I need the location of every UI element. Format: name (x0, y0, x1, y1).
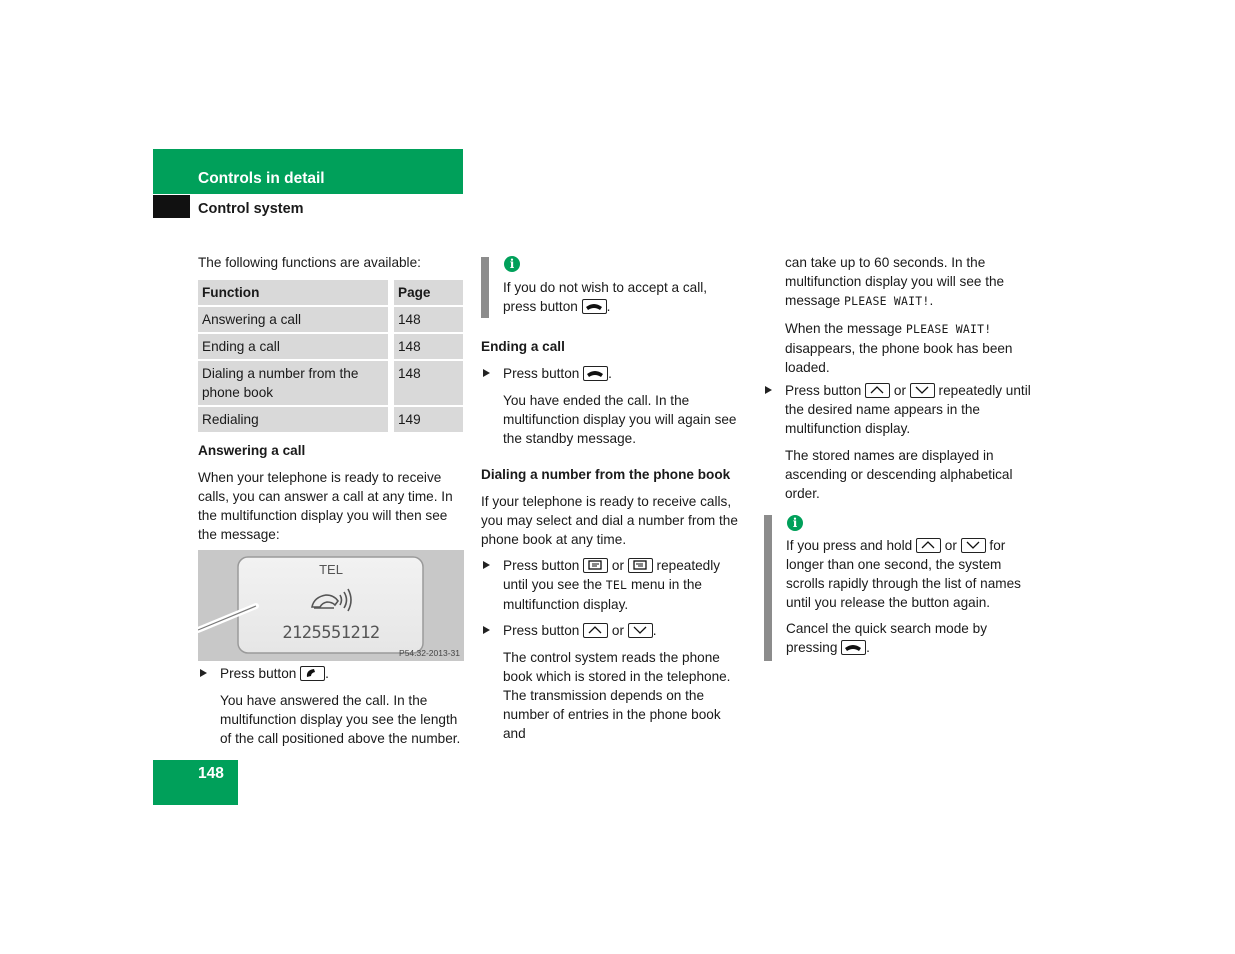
dialing-section (481, 465, 747, 743)
intro-text: The following functions are available: (198, 255, 421, 270)
continued-text: can take up to 60 seconds. In the multifunction display you will see the message PLEASE WAIT!. (785, 255, 1005, 308)
phone-end-icon (582, 299, 607, 314)
table-cell-page: 148 (394, 307, 463, 332)
scroll-up-icon (916, 538, 941, 553)
table-row (198, 407, 463, 432)
table-row (198, 334, 463, 359)
table-cell-function: Answering a call (198, 307, 394, 332)
stored-names-text: The stored names are displayed in ascending or descending alphabetical order. (785, 448, 1013, 501)
disappears-text: When the message PLEASE WAIT! disappears, the phone book has been loaded. (785, 321, 1013, 375)
subsection-title: Control system (198, 201, 304, 217)
ending-heading: Ending a call (481, 339, 565, 354)
multifunction-display-illustration (198, 550, 464, 661)
scroll-up-icon (583, 623, 608, 638)
dialing-text: If your telephone is ready to receive calls, you may select and dial a number from the phone book at any time. (481, 494, 738, 547)
cancel-text: Cancel the quick search mode by pressing . (786, 621, 987, 655)
phone-end-icon (583, 366, 608, 381)
scroll-names-step (763, 381, 1035, 503)
display-label: TEL (319, 562, 343, 577)
table-cell-page: 149 (394, 407, 463, 432)
display-number: 2125551212 (282, 623, 380, 643)
bullet-arrow-icon (483, 369, 490, 377)
scroll-up-icon (865, 383, 890, 398)
table-cell-function: Ending a call (198, 334, 394, 359)
info-bar (481, 257, 489, 318)
info-bar (764, 515, 772, 661)
tel-menu-label: TEL (605, 578, 628, 592)
scroll-down-icon (961, 538, 986, 553)
answered-text: You have answered the call. In the multifunction display you see the length of the call positioned above the number. (220, 693, 461, 746)
page-up-icon (583, 558, 608, 573)
quick-search-text: If you press and hold or for longer than one second, the system scrolls rapidly through the list of names until you release the button again. (786, 538, 1021, 610)
column-1 (198, 253, 464, 434)
info-icon: i (504, 256, 520, 272)
table-row (198, 307, 463, 332)
answer-instructions (198, 664, 464, 748)
please-wait-message-2: PLEASE WAIT! (905, 322, 992, 336)
table-cell-function: Dialing a number from the phone book (198, 361, 394, 405)
please-wait-message: PLEASE WAIT! (843, 294, 930, 308)
reads-text: The control system reads the phone book which is stored in the telephone. The transmission depends on the number of entries in the phone book and (503, 650, 731, 741)
scroll-step: Press button or repeatedly until the desired name appears in the multifunction display. (763, 381, 1035, 438)
section-title: Controls in detail (198, 170, 325, 187)
table-header-row (198, 280, 463, 305)
answer-step: Press button . (198, 664, 464, 683)
phone-answer-icon (300, 666, 325, 681)
page-number: 148 (198, 765, 224, 782)
table-cell-page: 148 (394, 334, 463, 359)
answering-text: When your telephone is ready to receive calls, you can answer a call at any time. In the multifunction display you will then see the message: (198, 470, 453, 542)
info-note-1: If you do not wish to accept a call, press button . (503, 280, 708, 314)
ending-section (481, 337, 747, 448)
subsection-marker (153, 195, 190, 218)
end-step: Press button . (481, 364, 747, 383)
bullet-arrow-icon (483, 626, 490, 634)
page-down-icon (628, 558, 653, 573)
dialing-step-1: Press button or repeatedly until you see the TEL menu in the multifunction display. (481, 556, 747, 614)
table-header-page: Page (394, 280, 463, 305)
column-3 (785, 253, 1035, 377)
info-note-2 (786, 536, 1036, 657)
figure-reference: P54.32-2013-31 (399, 648, 460, 658)
dialing-step-2: Press button or . (481, 621, 747, 640)
table-header-function: Function (198, 280, 394, 305)
answering-section (198, 441, 464, 544)
page-number-box (153, 760, 238, 805)
phone-end-icon (841, 640, 866, 655)
bullet-arrow-icon (200, 669, 207, 677)
dialing-heading: Dialing a number from the phone book (481, 467, 731, 482)
bullet-arrow-icon (765, 386, 772, 394)
ended-text: You have ended the call. In the multifunction display you will again see the standby message. (503, 393, 737, 446)
bullet-arrow-icon (483, 561, 490, 569)
scroll-down-icon (910, 383, 935, 398)
scroll-down-icon (628, 623, 653, 638)
answering-heading: Answering a call (198, 443, 306, 458)
table-cell-function: Redialing (198, 407, 394, 432)
function-table (198, 278, 463, 434)
info-icon: i (787, 515, 803, 531)
table-cell-page: 148 (394, 361, 463, 405)
table-row (198, 361, 463, 405)
